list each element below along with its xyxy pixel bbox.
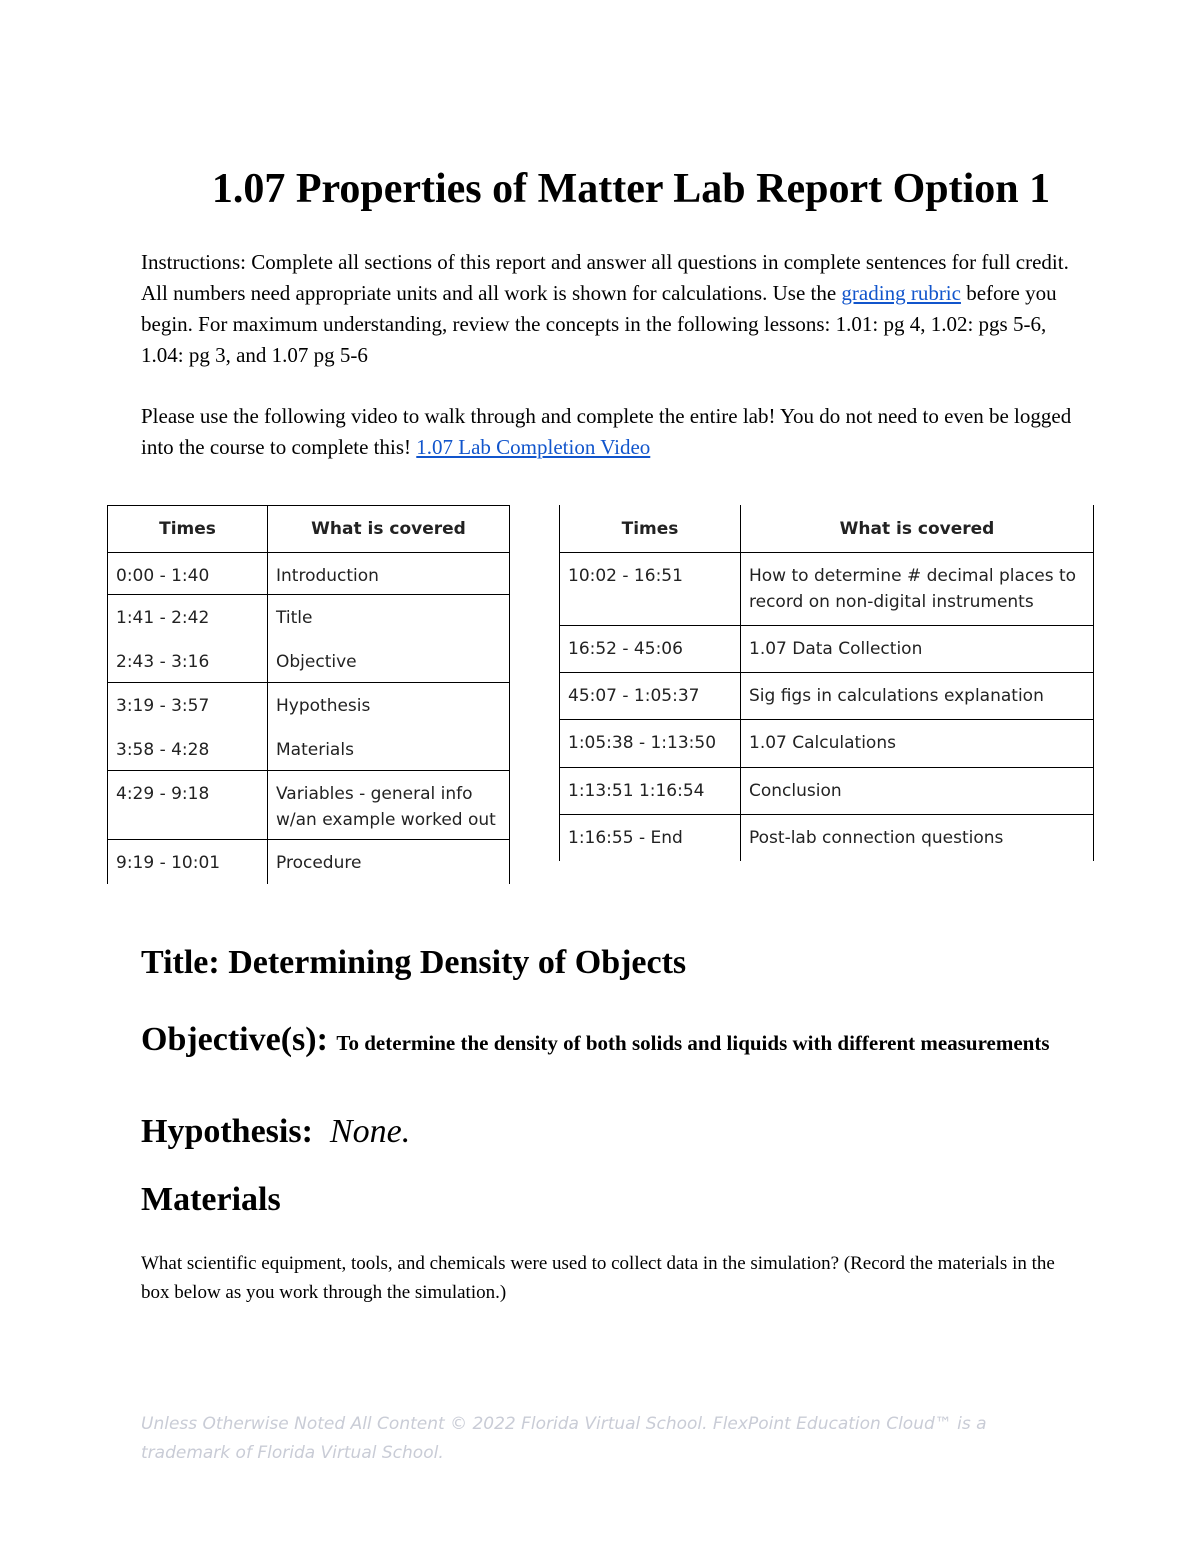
topic-cell: Procedure [268, 840, 510, 884]
hypothesis-label: Hypothesis: [141, 1113, 313, 1150]
video-note-paragraph [141, 401, 1091, 463]
table-row [560, 815, 1094, 862]
table-row [108, 683, 510, 727]
table-row [560, 553, 1094, 626]
topic-cell: Conclusion [741, 768, 1094, 815]
table-row [560, 673, 1094, 720]
instructions-text-2: before you begin. For maximum understanding, review the concepts in the following lessons: 1.01: pg 4, 1.02: pgs 5-6, 1.04: pg 3, and 1.07 pg 5-6 [141, 281, 1057, 367]
table-row [560, 720, 1094, 768]
hypothesis-text: None. [329, 1113, 411, 1150]
topic-cell: Materials [268, 727, 510, 771]
table-row [560, 768, 1094, 815]
objective-heading [141, 1020, 1050, 1063]
time-cell: 16:52 - 45:06 [560, 626, 741, 673]
time-cell: 1:16:55 - End [560, 815, 741, 862]
col-header-covered: What is covered [268, 506, 510, 553]
col-header-times: Times [108, 506, 268, 553]
footer-copyright: Unless Otherwise Noted All Content © 2022 Florida Virtual School. FlexPoint Education Cloud™ is a trademark of Florida Virtual School. [141, 1414, 987, 1463]
topic-cell: Variables - general info w/an example worked out [268, 771, 510, 840]
topic-cell: How to determine # decimal places to record on non-digital instruments [741, 553, 1094, 626]
instructions-text-1: Instructions: Complete all sections of this report and answer all questions in complete sentences for full credit. All numbers need appropriate units and all work is shown for calculations. Use the [141, 250, 1069, 305]
topic-cell: Sig figs in calculations explanation [741, 673, 1094, 720]
schedule-table-right [559, 505, 1094, 861]
time-cell: 1:41 - 2:42 [108, 595, 268, 639]
time-cell: 3:58 - 4:28 [108, 727, 268, 771]
title-heading: Title: Determining Density of Objects [141, 944, 687, 981]
time-cell: 0:00 - 1:40 [108, 553, 268, 595]
time-cell: 9:19 - 10:01 [108, 840, 268, 884]
materials-prompt: What scientific equipment, tools, and chemicals were used to collect data in the simulation? (Record the materials in the box below as you work through the simulation.) [141, 1253, 1055, 1303]
col-header-times: Times [560, 505, 741, 553]
topic-cell: 1.07 Data Collection [741, 626, 1094, 673]
objective-label: Objective(s): [141, 1021, 328, 1058]
lab-completion-video-link[interactable]: 1.07 Lab Completion Video [416, 435, 651, 459]
table-row [108, 727, 510, 771]
topic-cell: 1.07 Calculations [741, 720, 1094, 768]
table-row [108, 771, 510, 840]
table-row [108, 639, 510, 683]
topic-cell: Introduction [268, 553, 510, 595]
table-row [108, 553, 510, 595]
table-row [560, 626, 1094, 673]
topic-cell: Objective [268, 639, 510, 683]
table-row [108, 840, 510, 884]
time-cell: 1:13:51 1:16:54 [560, 768, 741, 815]
grading-rubric-link[interactable]: grading rubric [841, 281, 961, 305]
time-cell: 2:43 - 3:16 [108, 639, 268, 683]
schedule-table-left [107, 505, 510, 884]
objective-text: To determine the density of both solids and liquids with different measurements [336, 1031, 1050, 1055]
time-cell: 45:07 - 1:05:37 [560, 673, 741, 720]
topic-cell: Title [268, 595, 510, 639]
video-note-text: Please use the following video to walk through and complete the entire lab! You do not need to even be logged into the course to complete this! [141, 404, 1072, 459]
topic-cell: Hypothesis [268, 683, 510, 727]
time-cell: 10:02 - 16:51 [560, 553, 741, 626]
topic-cell: Post-lab connection questions [741, 815, 1094, 862]
instructions-paragraph [141, 247, 1091, 371]
page-title: 1.07 Properties of Matter Lab Report Option 1 [211, 166, 1051, 212]
table-row [108, 595, 510, 639]
time-cell: 4:29 - 9:18 [108, 771, 268, 840]
time-cell: 3:19 - 3:57 [108, 683, 268, 727]
time-cell: 1:05:38 - 1:13:50 [560, 720, 741, 768]
materials-heading: Materials [141, 1181, 281, 1218]
hypothesis-heading [141, 1112, 410, 1152]
col-header-covered: What is covered [741, 505, 1094, 553]
